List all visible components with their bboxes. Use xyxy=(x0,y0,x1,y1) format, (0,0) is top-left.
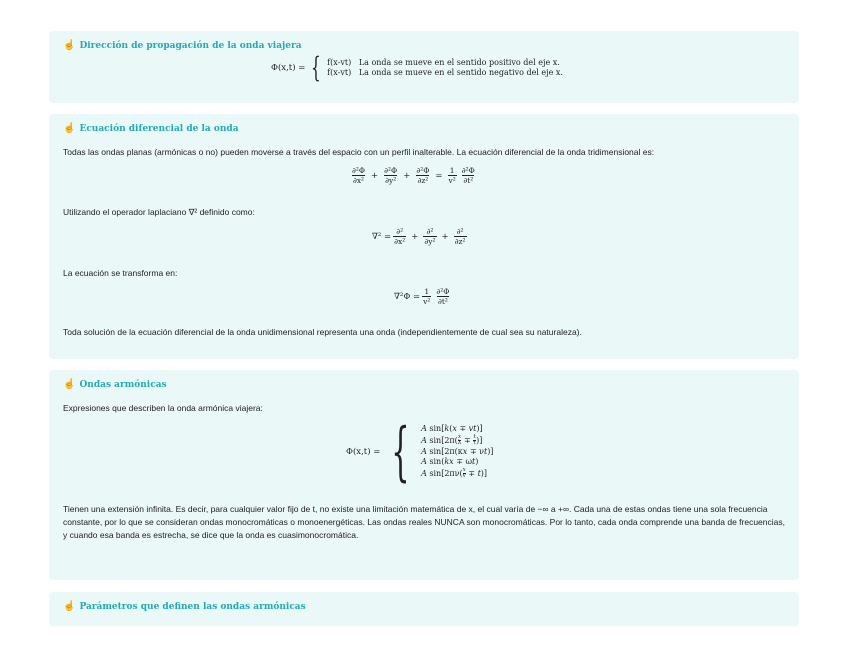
wave-equation-3d: $\frac{\text{∂²Φ}}{\text{∂x²}}$ + $\frac{\text{∂²Φ}}{\text{∂y²}}$ + $\frac{\text{∂²Φ}}{\text{∂z²}}$ = $\frac{1}{\text{v²}}$ $\frac{\text{∂²Φ}}{\text{∂t²}}$ xyxy=(352,166,475,185)
paragraph: La ecuación se transforma en: xyxy=(63,268,178,278)
paragraph: Toda solución de la ecuación diferencial de la onda unidimensional representa una onda (independientemente de cual sea su naturaleza). xyxy=(63,327,582,337)
paragraph: Tienen una extensión infinita. Es decir, para cualquier valor fijo de t, no existe una limitación matemática de x, el cual varía de −∞ a +∞. Cada una de estas ondas tiene una sola frecuencia constante, por lo que se consideran ondas monocromáticas o monoenergéticas. Las ondas reales NUNCA son monocromáticas. Por lo tanto, cada onda comprende una banda de frecuencias, y cuando esa banda es estrecha, se dice que la onda es cuasimonocromática. xyxy=(63,504,785,540)
paragraph: Todas las ondas planas (armónicas o no) pueden moverse a través del espacio con un perfil inalterable. La ecuación diferencial de la onda tridimensional es: xyxy=(63,147,655,157)
hand-pointer-icon: ☝ xyxy=(63,379,76,390)
card-harmonic-waves xyxy=(49,370,799,580)
hand-pointer-icon: ☝ xyxy=(63,601,76,612)
paragraph: Utilizando el operador laplaciano ∇² definido como: xyxy=(63,207,255,217)
hand-pointer-icon: ☝ xyxy=(63,123,76,134)
section-title-propagation[interactable]: ☝ Dirección de propagación de la onda viajera xyxy=(63,40,302,51)
wave-equation-laplacian: ∇²Φ = $\frac{1}{\text{v²}}$ $\frac{\text{∂²Φ}}{\text{∂t²}}$ xyxy=(394,287,450,306)
paragraph: Expresiones que describen la onda armónica viajera: xyxy=(63,403,263,413)
card-propagation-direction xyxy=(49,31,799,103)
harmonic-wave-equation: Φ(x,t) = { A sin[k(x ∓ vt)] A sin[2π( $\frac{x}{\lambda}$ ∓ $\frac{t}{\tau}$ )] A sin[2π(κx ∓ νt)] A sin(kx ∓ ωt) A sin[2πν( $\frac{x}{v}$ ∓ t)] xyxy=(346,414,494,489)
section-title-wave-equation[interactable]: ☝ Ecuación diferencial de la onda xyxy=(63,123,239,134)
section-title-harmonic-parameters[interactable]: ☝ Parámetros que definen las ondas armónicas xyxy=(63,601,306,612)
card-wave-equation xyxy=(49,114,799,359)
card-harmonic-parameters xyxy=(49,592,799,626)
hand-pointer-icon: ☝ xyxy=(63,40,76,51)
laplacian-definition: ∇² = $\frac{\text{∂²}}{\text{∂x²}}$ + $\frac{\text{∂²}}{\text{∂y²}}$ + $\frac{\text{∂²}}{\text{∂z²}}$ xyxy=(372,227,466,246)
propagation-equation: Φ(x,t) = { f(x-vt) La onda se mueve en el sentido positivo del eje x. f(x-vt) La onda se mueve en el sentido negativo del eje x. xyxy=(271,51,563,84)
section-title-harmonic-waves[interactable]: ☝ Ondas armónicas xyxy=(63,379,167,390)
